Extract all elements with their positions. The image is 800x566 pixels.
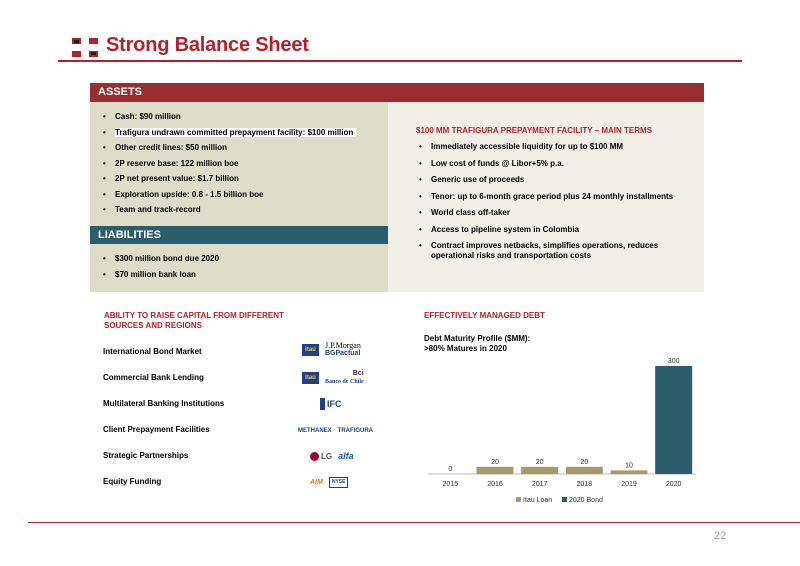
company-logo — [72, 38, 98, 57]
data-label: 0 — [448, 466, 453, 473]
data-label: 20 — [535, 458, 544, 466]
capital-row-label: Equity Funding — [103, 477, 162, 486]
list-item: • Exploration upside: 0.8 - 1.5 billion boe — [100, 190, 385, 200]
capital-heading: ABILITY TO RAISE CAPITAL FROM DIFFERENT SOURCES AND REGIONS — [104, 311, 284, 330]
logo-group — [320, 396, 344, 412]
debt-heading: EFFECTIVELY MANAGED DEBT — [424, 311, 545, 320]
list-item: • $300 million bond due 2020 — [100, 254, 385, 264]
aim-logo: AIM — [310, 478, 323, 486]
x-tick-label: 2017 — [531, 481, 548, 488]
data-label: 10 — [625, 462, 633, 470]
list-item: • Other credit lines: $50 million — [100, 143, 385, 153]
list-item: • Immediately accessible liquidity for up to $100 MM — [416, 142, 696, 152]
list-item: • World class off-taker — [416, 208, 696, 218]
logo-group — [302, 342, 361, 358]
logo-group — [310, 474, 348, 490]
page-number: 22 — [714, 530, 727, 542]
data-label: 300 — [667, 358, 680, 365]
capital-row-label: Commercial Bank Lending — [103, 373, 204, 382]
legend-swatch — [516, 497, 521, 502]
capital-row-label: International Bond Market — [103, 347, 202, 356]
chart-subtitle-line: Debt Maturity Profile ($MM): — [424, 334, 531, 343]
prepayment-terms-list — [416, 142, 696, 268]
list-item: • $70 million bank loan — [100, 270, 385, 280]
methanex-logo: METHANEX — [298, 428, 332, 434]
x-tick-label: 2018 — [576, 481, 593, 488]
itau-logo: Itaú — [302, 372, 319, 384]
lg-logo: LG — [321, 451, 333, 461]
list-item: • Access to pipeline system in Colombia — [416, 225, 696, 235]
title-divider — [58, 60, 742, 62]
list-item: • Generic use of proceeds — [416, 175, 696, 185]
list-item: • Contract improves netbacks, simplifies operations, reduces operational risks and transportation costs — [416, 241, 696, 261]
x-tick-label: 2020 — [665, 481, 682, 488]
logo-group — [298, 423, 373, 439]
ifc-logo: IFC — [320, 398, 344, 410]
trafigura-logo: TRAFIGURA — [337, 428, 374, 434]
data-label: 20 — [491, 458, 499, 466]
list-item: • 2P reserve base: 122 million boe — [100, 159, 385, 169]
x-tick-label: 2015 — [442, 481, 459, 488]
legend-swatch — [562, 497, 567, 502]
capital-row-label: Strategic Partnerships — [103, 451, 189, 460]
capital-row-label: Client Prepayment Facilities — [103, 425, 210, 434]
logo-group — [310, 448, 354, 464]
bar-itau-loan — [566, 467, 603, 474]
prepayment-heading: $100 MM TRAFIGURA PREPAYMENT FACILITY – MAIN TERMS — [416, 126, 653, 135]
list-item: • Team and track-record — [100, 205, 385, 215]
debt-maturity-chart — [420, 344, 700, 514]
liabilities-list — [100, 254, 385, 285]
list-item: • 2P net present value: $1.7 billion — [100, 174, 385, 184]
page-title: Strong Balance Sheet — [106, 34, 309, 56]
chart-subtitle-line: >80% Matures in 2020 — [424, 344, 507, 353]
logo-group — [302, 370, 364, 386]
nyse-logo: NYSE — [329, 477, 349, 488]
list-item: • Low cost of funds @ Libor+5% p.a. — [416, 159, 696, 169]
list-item: • Tenor: up to 6-month grace period plus 24 monthly installments — [416, 192, 696, 202]
liabilities-heading: LIABILITIES — [90, 226, 388, 244]
x-tick-label: 2019 — [621, 481, 637, 488]
itau-logo: Itaú — [302, 344, 319, 356]
list-item: • Trafigura undrawn committed prepayment facility: $100 million — [100, 128, 385, 138]
bar-itau-loan — [477, 467, 514, 474]
data-label: 20 — [580, 458, 589, 466]
x-tick-label: 2016 — [487, 481, 503, 488]
btgpactual-logo: BGPactual — [325, 350, 361, 357]
alfa-logo: alfa — [338, 451, 354, 461]
jpmorgan-logo: J.P.Morgan — [325, 341, 361, 350]
legend-entry: Itau Loan — [523, 497, 553, 504]
footer-divider — [28, 522, 800, 523]
assets-heading: ASSETS — [90, 83, 704, 102]
lg-icon — [310, 452, 319, 461]
capital-row-label: Multilateral Banking Institutions — [103, 399, 225, 408]
bar-itau-loan — [611, 470, 648, 474]
bar-itau-loan — [521, 467, 558, 474]
list-item: • Cash: $90 million — [100, 112, 385, 122]
banco-de-chile-logo: Banco de Chile — [325, 379, 364, 385]
legend-entry: 2020 Bond — [569, 497, 603, 504]
bci-logo: Bci — [352, 370, 364, 377]
assets-list — [100, 112, 385, 221]
bar-2020-bond — [655, 366, 692, 474]
